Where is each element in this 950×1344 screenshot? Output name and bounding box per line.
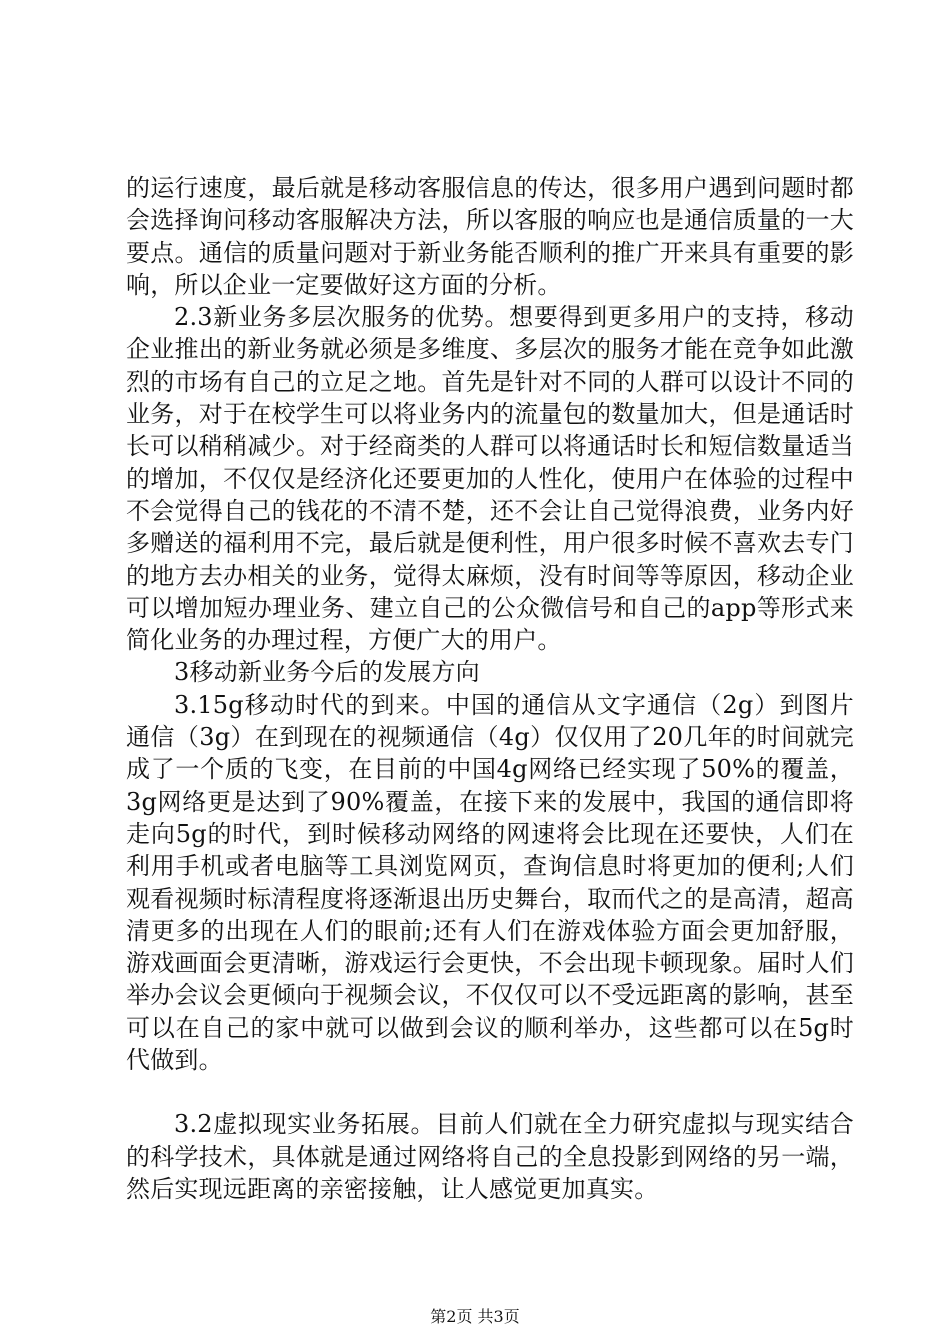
paragraph-spacer (126, 1076, 854, 1108)
paragraph-continuation: 的运行速度，最后就是移动客服信息的传达，很多用户遇到问题时都会选择询问移动客服解决方法，所以客服的响应也是通信质量的一大要点。通信的质量问题对于新业务能否顺利的推广开来具有重要的影响，所以企业一定要做好这方面的分析。 (126, 174, 854, 299)
section-heading-3: 3移动新业务今后的发展方向 (174, 658, 480, 687)
paragraph-section-3-2: 3.2虚拟现实业务拓展。目前人们就在全力研究虚拟与现实结合的科学技术，具体就是通过网络将自己的全息投影到网络的另一端，然后实现远距离的亲密接触，让人感觉更加真实。 (126, 1110, 854, 1203)
paragraph-section-3-1: 3.15g移动时代的到来。中国的通信从文字通信（2g）到图片通信（3g）在到现在的视频通信（4g）仅仅用了20几年的时间就完成了一个质的飞变，在目前的中国4g网络已经实现了50%的覆盖，3g网络更是达到了90%覆盖，在接下来的发展中，我国的通信即将走向5g的时代，到时候移动网络的网速将会比现在还要快，人们在利用手机或者电脑等工具浏览网页，查询信息时将更加的便利;人们观看视频时标清程度将逐渐退出历史舞台，取而代之的是高清，超高清更多的出现在人们的眼前;还有人们在游戏体验方面会更加舒服，游戏画面会更清晰，游戏运行会更快，不会出现卡顿现象。届时人们举办会议会更倾向于视频会议，不仅仅可以不受远距离的影响，甚至可以在自己的家中就可以做到会议的顺利举办，这些都可以在5g时代做到。 (126, 690, 854, 1075)
page-footer: 第2页 共3页 (430, 1307, 520, 1326)
document-body (126, 172, 854, 1205)
paragraph-section-2-3: 2.3新业务多层次服务的优势。想要得到更多用户的支持，移动企业推出的新业务就必须是多维度、多层次的服务才能在竞争如此激烈的市场有自己的立足之地。首先是针对不同的人群可以设计不同的业务，对于在校学生可以将业务内的流量包的数量加大，但是通话时长可以稍稍减少。对于经商类的人群可以将通话时长和短信数量适当的增加，不仅仅是经济化还要更加的人性化，使用户在体验的过程中不会觉得自己的钱花的不清不楚，还不会让自己觉得浪费，业务内好多赠送的福利用不完，最后就是便利性，用户很多时候不喜欢去专门的地方去办相关的业务，觉得太麻烦，没有时间等等原因，移动企业可以增加短办理业务、建立自己的公众微信号和自己的app等形式来简化业务的办理过程，方便广大的用户。 (126, 303, 854, 655)
